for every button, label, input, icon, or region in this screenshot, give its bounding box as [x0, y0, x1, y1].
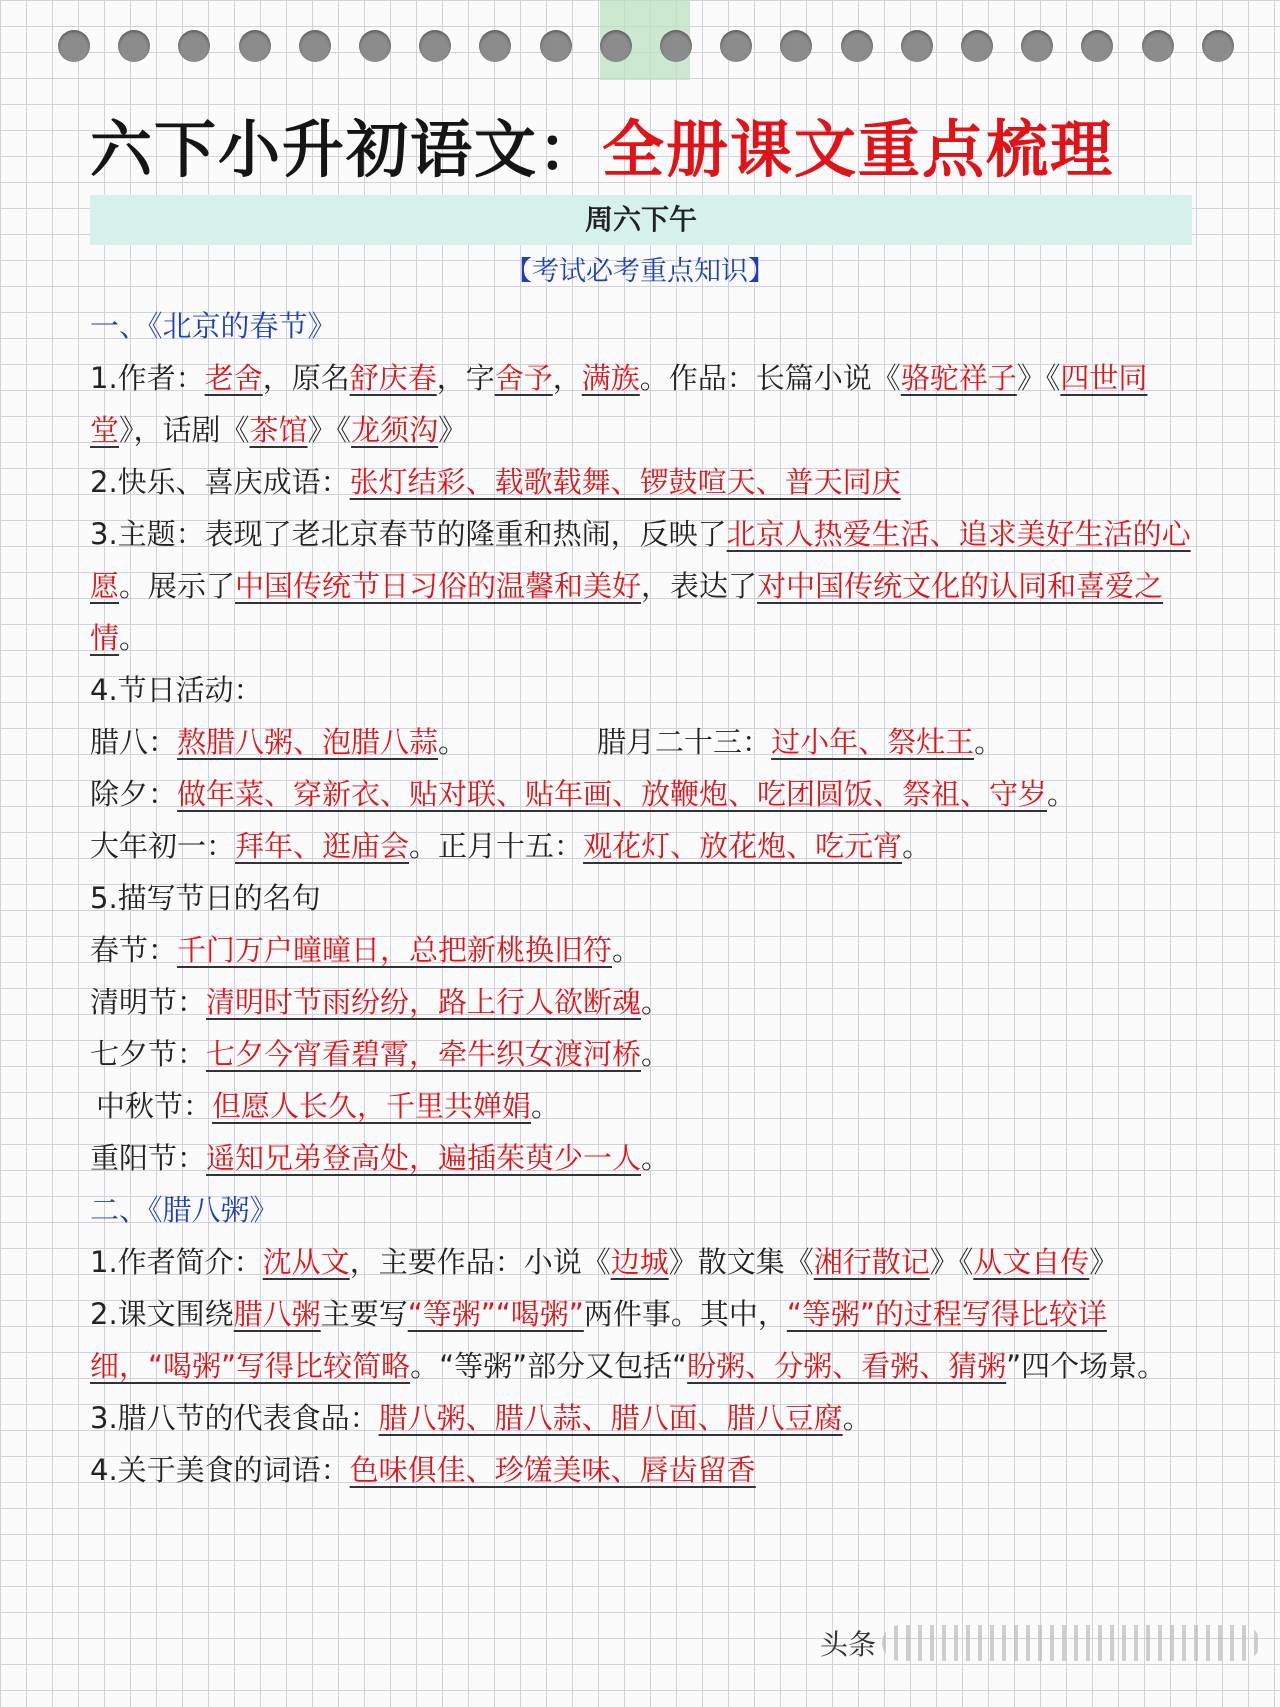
- binder-holes: [58, 30, 1234, 66]
- title-part1: 六下小升初语文：: [90, 113, 603, 186]
- verse-item: 清明节：清明时节雨纷纷，路上行人欲断魂。: [90, 985, 671, 1019]
- s1-activities-heading: 4.节日活动：: [90, 673, 263, 707]
- verse-item: 重阳节：遥知兄弟登高处，遍插茱萸少一人。: [90, 1141, 671, 1175]
- focus-label: 【考试必考重点知识】: [505, 256, 775, 287]
- watermark-blur: [882, 1625, 1260, 1661]
- watermark: [820, 1620, 1260, 1666]
- verse-item: 七夕节：七夕今宵看碧霄，牵牛织女渡河桥。: [90, 1037, 671, 1071]
- s1-activity-chuxi: 除夕：做年菜、穿新衣、贴对联、贴年画、放鞭炮、吃团圆饭、祭祖、守岁。: [90, 777, 1077, 811]
- s1-author: 1.作者：老舍，原名舒庆春，字舍予，满族。作品：长篇小说《骆驼祥子》《四世同堂》，话剧《茶馆》《龙须沟》: [90, 361, 1148, 447]
- section-heading-2: 二、《腊八粥》: [90, 1193, 279, 1227]
- subtitle-bar: 周六下午: [90, 195, 1192, 245]
- verse-item: 中秋节：但愿人长久，千里共婵娟。: [96, 1089, 561, 1123]
- s1-theme: 3.主题：表现了老北京春节的隆重和热闹，反映了北京人热爱生活、追求美好生活的心愿。展示了中国传统节日习俗的温馨和美好，表达了对中国传统文化的认同和喜爱之情。: [90, 517, 1191, 655]
- s1-activity-laba: 腊八：熬腊八粥、泡腊八蒜。 腊月二十三：过小年、祭灶王。: [90, 725, 1004, 759]
- verse-item: 春节：千门万户曈曈日，总把新桃换旧符。: [90, 933, 642, 967]
- s1-activity-chuyi: 大年初一：拜年、逛庙会。正月十五：观花灯、放花炮、吃元宵。: [90, 829, 932, 863]
- title-part2: 全册课文重点梳理: [602, 113, 1115, 186]
- page-title: [90, 100, 1210, 189]
- watermark-text: 头条: [820, 1628, 877, 1661]
- section-heading-1: 一、《北京的春节》: [90, 309, 337, 343]
- s1-idioms: 2.快乐、喜庆成语：张灯结彩、载歌载舞、锣鼓喧天、普天同庆: [90, 465, 901, 499]
- content: [90, 300, 1192, 1496]
- s2-author: 1.作者简介：沈从文，主要作品：小说《边城》散文集《湘行散记》《从文自传》: [90, 1245, 1119, 1279]
- s2-plot: 2.课文围绕腊八粥主要写“等粥”“喝粥”两件事。其中，“等粥”的过程写得比较详细，“喝粥”写得比较简略。“等粥”部分又包括“盼粥、分粥、看粥、猜粥”四个场景。: [90, 1297, 1167, 1383]
- s1-verses-heading: 5.描写节日的名句: [90, 881, 321, 915]
- s2-food: 3.腊八节的代表食品：腊八粥、腊八蒜、腊八面、腊八豆腐。: [90, 1401, 872, 1435]
- s2-words: 4.关于美食的词语：色味俱佳、珍馐美味、唇齿留香: [90, 1453, 756, 1487]
